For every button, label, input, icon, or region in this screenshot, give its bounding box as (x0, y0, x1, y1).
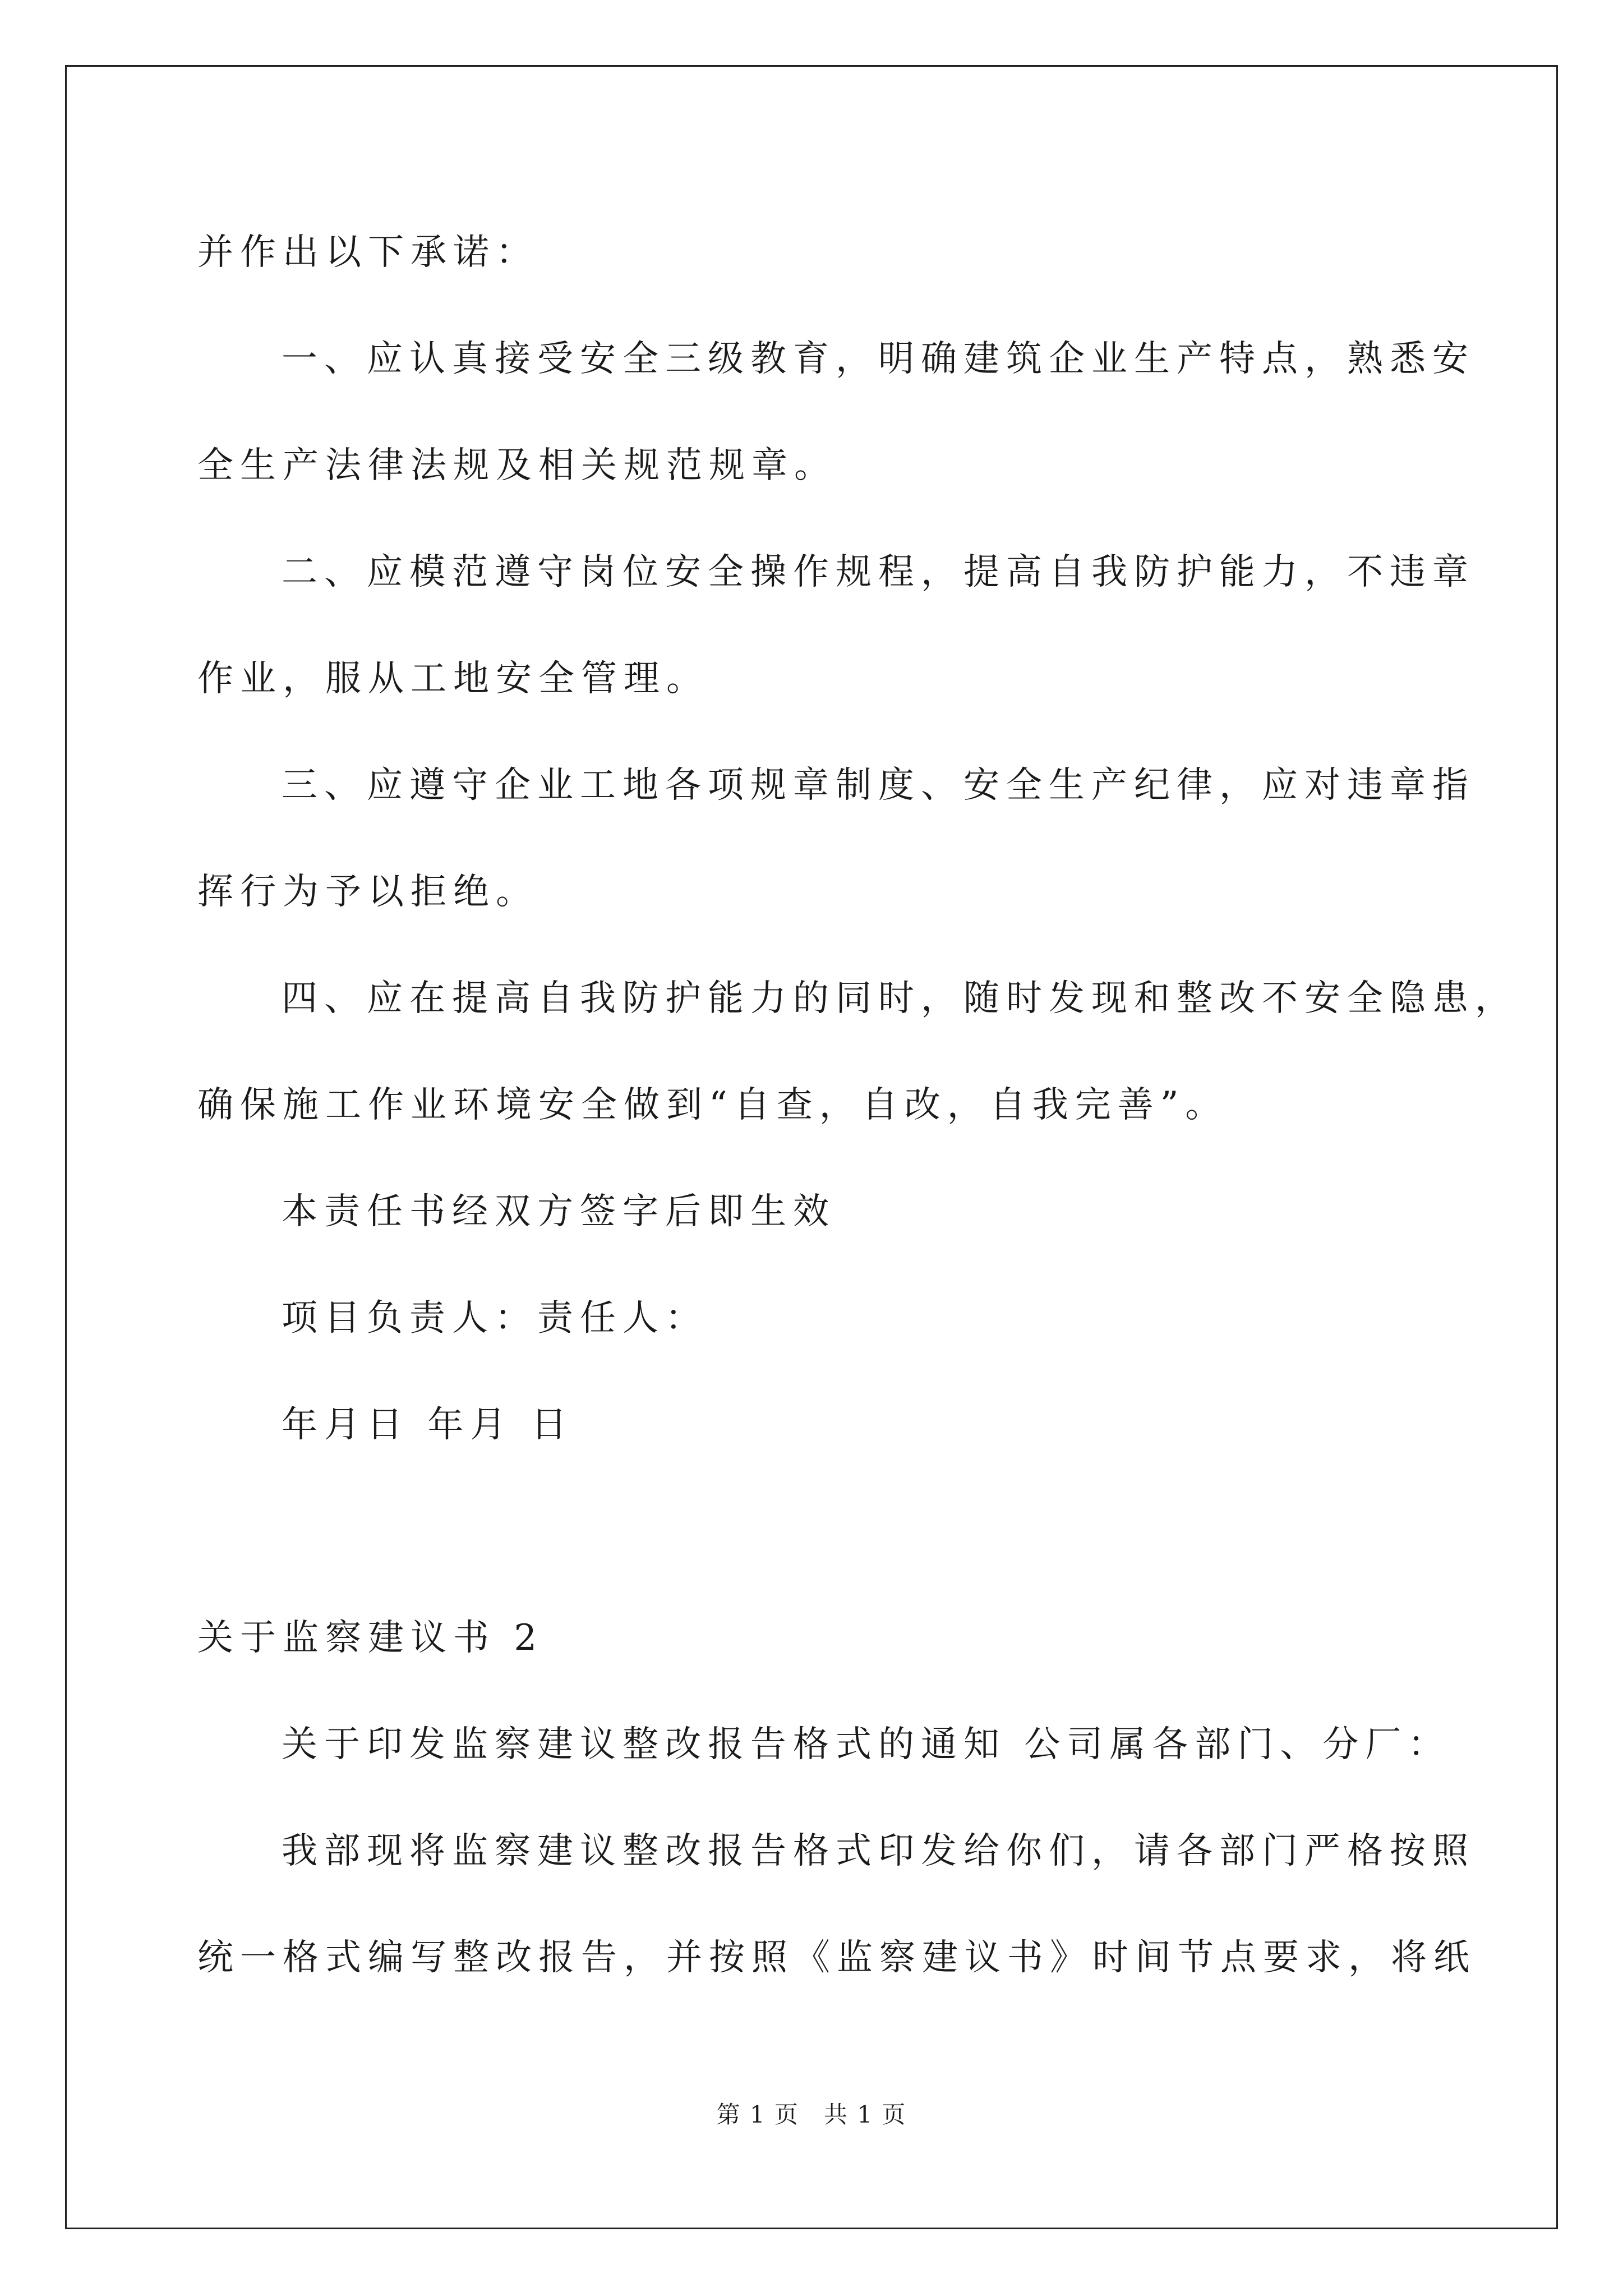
text-line: 一、应认真接受安全三级教育，明确建筑企业生产特点，熟悉安 (282, 338, 1475, 380)
section-heading: 关于监察建议书 2 (197, 1617, 544, 1659)
text-line: 关于印发监察建议整改报告格式的通知 公司属各部门、分厂： (282, 1724, 1451, 1765)
text-line: 四、应在提高自我防护能力的同时，随时发现和整改不安全隐患， (282, 978, 1518, 1019)
text-line: 本责任书经双方签字后即生效 (282, 1191, 836, 1232)
text-line: 我部现将监察建议整改报告格式印发给你们，请各部门严格按照 (282, 1830, 1475, 1872)
page-number-footer: 第 1 页 共 1 页 (716, 2101, 907, 2128)
text-line: 统一格式编写整改报告，并按照《监察建议书》时间节点要求，将纸 (197, 1937, 1476, 1978)
text-line: 三、应遵守企业工地各项规章制度、安全生产纪律，应对违章指 (282, 765, 1475, 806)
text-line: 并作出以下承诺： (197, 232, 538, 273)
text-line: 作业，服从工地安全管理。 (197, 658, 709, 700)
text-line: 年月日 年月 日 (282, 1404, 574, 1446)
text-line: 全生产法律法规及相关规范规章。 (197, 445, 837, 486)
text-line: 二、应模范遵守岗位安全操作规程，提高自我防护能力，不违章 (282, 551, 1475, 593)
text-line: 挥行为予以拒绝。 (197, 871, 538, 913)
page-border (65, 65, 1558, 2229)
text-line: 确保施工作业环境安全做到“自查，自改，自我完善”。 (197, 1084, 1228, 1126)
text-line: 项目负责人：责任人： (282, 1297, 708, 1339)
